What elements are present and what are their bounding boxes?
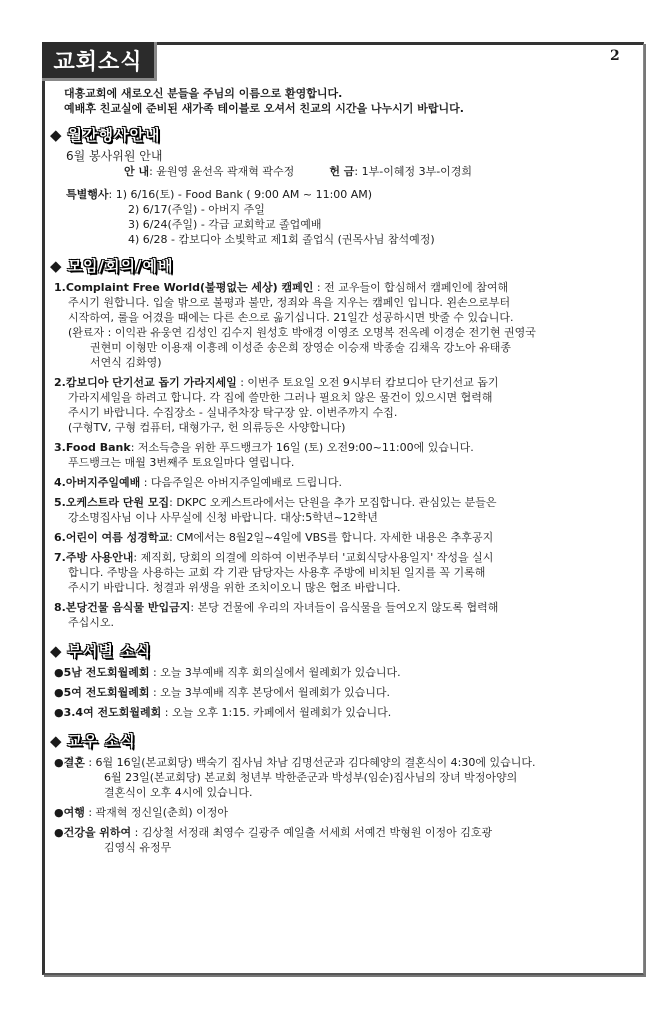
item-text: : 오늘 오후 1:15. 카페에서 월례회가 있습니다. xyxy=(161,706,392,719)
department-item xyxy=(54,685,636,700)
item-text: : 오늘 3부예배 직후 회의실에서 월례회가 있습니다. xyxy=(149,666,401,679)
guide-names: : 윤원영 윤선옥 곽재혁 곽수정 xyxy=(149,165,295,178)
offering-names: : 1부-이혜정 3부-이경희 xyxy=(354,165,473,178)
item-text: : 제직회, 당회의 의결에 의하여 이번주부터 '교회식당사용일지' 작성을 실시 xyxy=(133,551,494,564)
special-event: 2) 6/17(주일) - 아버지 주일 xyxy=(128,203,265,216)
item-title: 7.주방 사용안내 xyxy=(54,551,134,564)
section-title: 모임/회의/예배 xyxy=(67,257,174,275)
item-title: ●5여 전도회월례회 xyxy=(54,686,150,699)
special-event: : 1) 6/16(토) - Food Bank ( 9:00 AM ~ 11:00 AM) xyxy=(108,188,373,201)
item-text: (구형TV, 구형 컴퓨터, 대형가구, 헌 의류등은 사양합니다) xyxy=(68,421,346,434)
item-text: : 본당 건물에 우리의 자녀들이 음식물을 들여오지 않도록 협력해 xyxy=(190,601,499,614)
guide-label: 안 내 xyxy=(124,165,150,178)
item-title: 4.아버지주일예배 xyxy=(54,476,141,489)
item-text: 주십시오. xyxy=(68,616,115,629)
item-text: 서연식 김화영) xyxy=(90,356,162,369)
special-label: 특별행사 xyxy=(66,188,109,201)
meeting-item xyxy=(54,375,636,435)
item-text: : 전 교우들이 합심해서 캠페인에 참여해 xyxy=(313,281,509,294)
item-title: ●여행 xyxy=(54,806,85,819)
meeting-item xyxy=(54,600,636,630)
welcome-line: 예배후 친교실에 준비된 새가족 테이블로 오셔서 친교의 시간을 나누시기 바랍니다. xyxy=(64,102,464,115)
item-text: : 김상철 서정래 최영수 길광주 예일출 서세희 서예건 박형원 이정아 김호광 xyxy=(131,826,493,839)
section-monthly-heading xyxy=(50,128,636,143)
item-title: 2.캄보디아 단기선교 돕기 가라지세일 xyxy=(54,376,237,389)
item-text: 푸드뱅크는 매월 3번째주 토요일마다 열립니다. xyxy=(68,456,295,469)
item-text: 결혼식이 오후 4시에 있습니다. xyxy=(104,786,253,799)
health-item xyxy=(54,825,636,855)
item-text: 합니다. 주방을 사용하는 교회 각 기관 담당자는 사용후 주방에 비치된 일지를 꼭 기록해 xyxy=(68,566,486,579)
page-title: 교회소식 xyxy=(42,42,157,81)
special-event: 3) 6/24(주일) - 각급 교회학교 졸업예배 xyxy=(128,218,322,231)
item-text: 주시기 바랍니다. 청결과 위생을 위한 조치이오니 많은 협조 바랍니다. xyxy=(68,581,401,594)
travel-item xyxy=(54,805,636,820)
diamond-icon: ◆ xyxy=(50,126,62,144)
meeting-item xyxy=(54,495,636,525)
item-title: 5.오케스트라 단원 모집 xyxy=(54,496,170,509)
page-number: 2 xyxy=(610,48,620,64)
item-text: 6월 23일(본교회당) 본교회 청년부 박한준군과 박성부(임순)집사님의 장녀 박정아양의 xyxy=(104,771,518,784)
offering-label: 헌 금 xyxy=(329,165,355,178)
special-event: 4) 6/28 - 캄보디아 소빛학교 제1회 졸업식 (권목사님 참석예정) xyxy=(128,233,435,246)
item-title: ●5남 전도회월례회 xyxy=(54,666,150,679)
section-departments-heading xyxy=(50,644,636,659)
item-text: : 저소득층을 위한 푸드뱅크가 16일 (토) 오전9:00~11:00에 있습니다. xyxy=(130,441,474,454)
item-text: 시작하여, 룰을 어겼을 때에는 다른 손으로 옮기십니다. 21일간 성공하시면 밧줄 수 있습니다. xyxy=(68,311,514,324)
item-title: 6.어린이 여름 성경학교 xyxy=(54,531,170,544)
diamond-icon: ◆ xyxy=(50,642,62,660)
meeting-item xyxy=(54,530,636,545)
diamond-icon: ◆ xyxy=(50,257,62,275)
welcome-message xyxy=(64,86,636,116)
diamond-icon: ◆ xyxy=(50,732,62,750)
bulletin-content xyxy=(50,86,636,856)
volunteer-row xyxy=(54,164,636,179)
item-text: 김영식 유정무 xyxy=(104,841,172,854)
item-text: : 오늘 3부예배 직후 본당에서 월례회가 있습니다. xyxy=(149,686,391,699)
item-text: : 6월 16일(본교회당) 백숙기 집사님 차남 김명선군과 김다혜양의 결혼식이 4:30에 있습니다. xyxy=(84,756,536,769)
section-title: 월간행사안내 xyxy=(67,126,161,144)
welcome-line: 대흥교회에 새로오신 분들을 주님의 이름으로 환영합니다. xyxy=(64,87,343,100)
item-title: ●건강을 위하여 xyxy=(54,826,132,839)
item-text: 강소명집사님 이나 사무실에 신청 바랍니다. 대상:5학년~12학년 xyxy=(68,511,378,524)
item-text: 주시기 바랍니다. 수집장소 - 실내주차장 탁구장 앞. 이번주까지 수집. xyxy=(68,406,398,419)
section-title: 부서별 소식 xyxy=(67,642,152,660)
item-text: (완료자 : 이익관 유웅연 김성인 김수지 원성호 박애경 이영조 오명복 전옥례 이경순 전기현 권영국 xyxy=(68,326,536,339)
item-text: : 곽재혁 정신일(춘희) 이정아 xyxy=(84,806,229,819)
item-text: : DKPC 오케스트라에서는 단원을 추가 모집합니다. 관심있는 분들은 xyxy=(169,496,497,509)
meeting-item xyxy=(54,280,636,370)
meeting-item xyxy=(54,440,636,470)
item-title: ●3.4여 전도회월례회 xyxy=(54,706,162,719)
item-title: 3.Food Bank xyxy=(54,441,131,454)
meeting-item xyxy=(54,475,636,490)
item-title: 1.Complaint Free World(불평없는 세상) 캠페인 xyxy=(54,281,314,294)
department-item xyxy=(54,705,636,720)
item-title: ●결혼 xyxy=(54,756,85,769)
department-item xyxy=(54,665,636,680)
special-event-row xyxy=(54,187,636,202)
item-title: 8.본당건물 음식물 반입금지 xyxy=(54,601,191,614)
item-text: : 이번주 토요일 오전 9시부터 캄보디아 단기선교 돕기 xyxy=(236,376,499,389)
item-text: 권현미 이형만 이용재 이흥례 이성준 송은희 장영순 이승재 박종술 김채옥 강노아 유태종 xyxy=(90,341,511,354)
section-meetings-heading xyxy=(50,259,636,274)
item-text: : CM에서는 8월2일~4일에 VBS를 합니다. 자세한 내용은 추후공지 xyxy=(169,531,494,544)
meeting-item xyxy=(54,550,636,595)
item-text: 주시기 원합니다. 입술 밖으로 불평과 불만, 정죄와 욕을 지우는 캠페인 입니다. 왼손으로부터 xyxy=(68,296,511,309)
wedding-item xyxy=(54,755,636,800)
item-text: 가라지세일을 하려고 합니다. 각 집에 쓸만한 그러나 필요치 않은 물건이 있으시면 협력해 xyxy=(68,391,493,404)
volunteer-title: 6월 봉사위원 안내 xyxy=(66,149,163,163)
section-title: 교우 소식 xyxy=(67,732,136,750)
section-members-heading xyxy=(50,734,636,749)
item-text: : 다음주일은 아버지주일예배로 드립니다. xyxy=(140,476,343,489)
